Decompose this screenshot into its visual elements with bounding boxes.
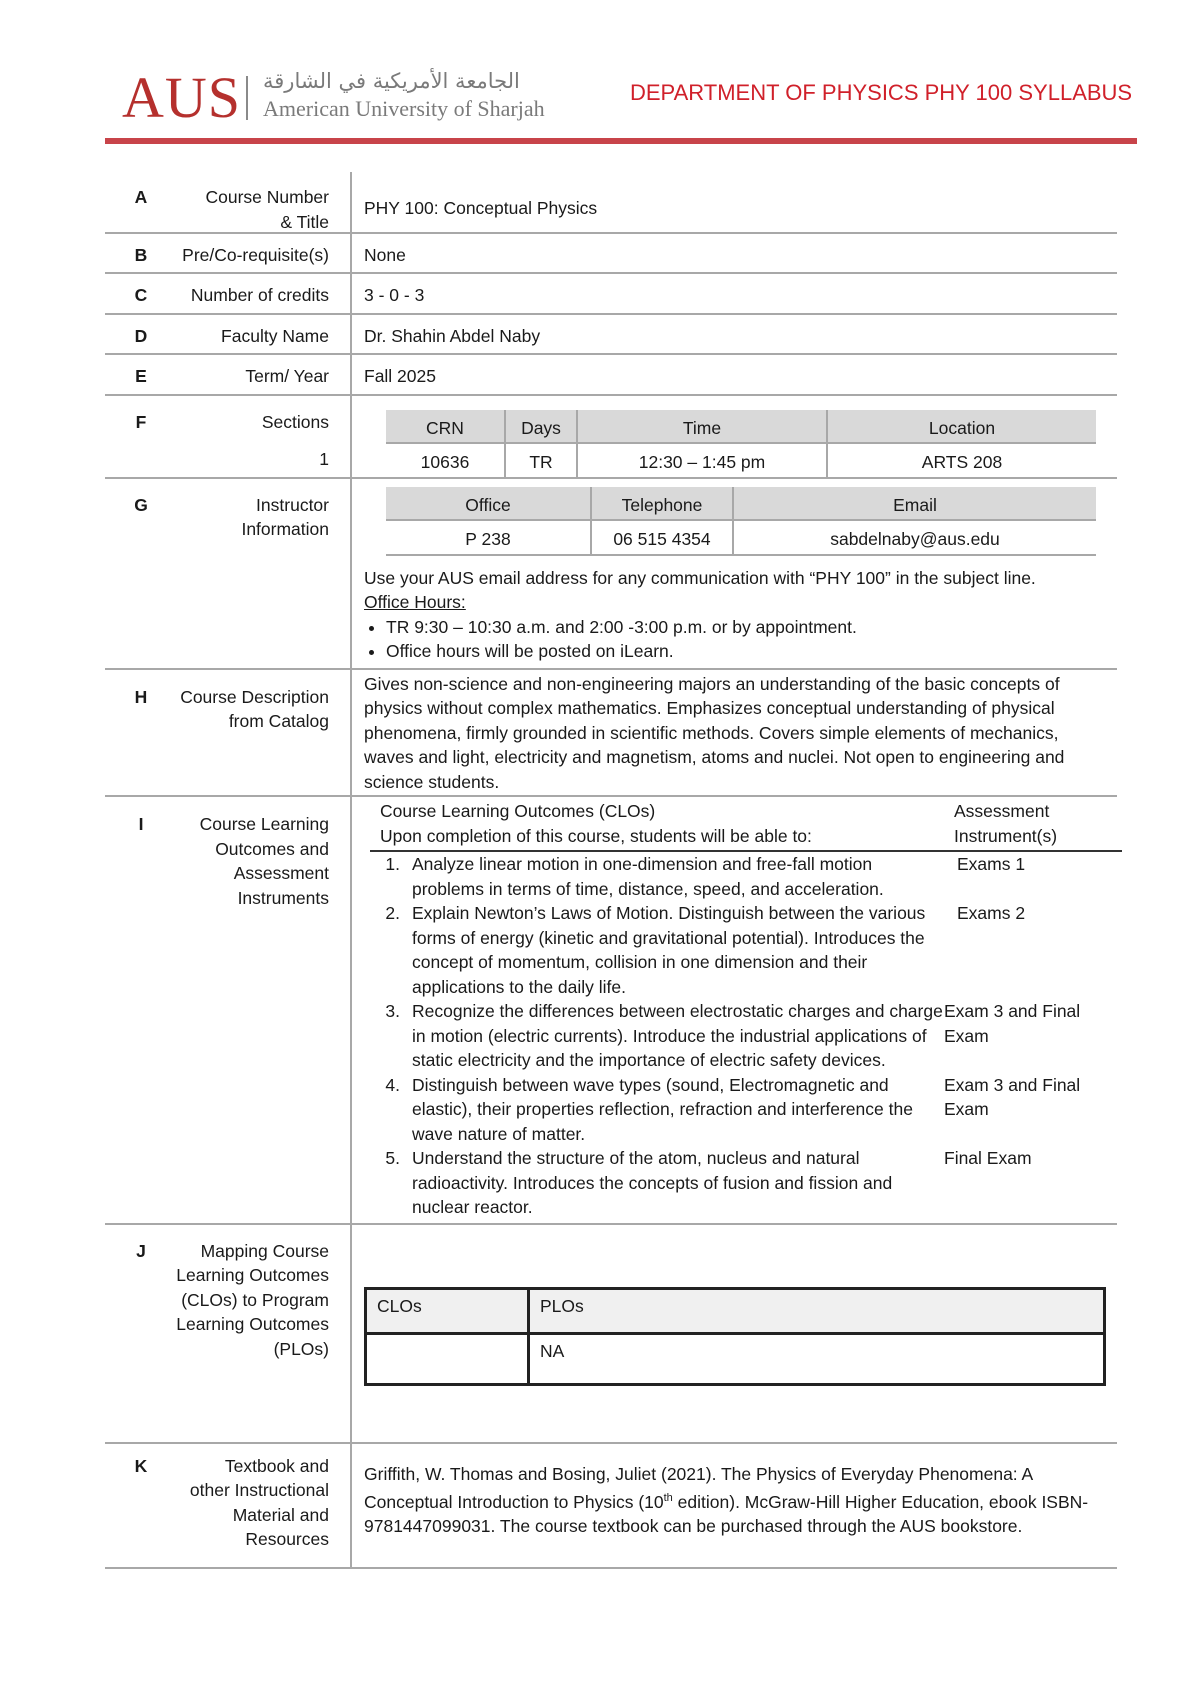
clo-instrument: Exam 3 and Final Exam <box>944 1001 1081 1046</box>
clo-item <box>370 852 1122 901</box>
prerequisites: None <box>364 244 406 265</box>
document-title: DEPARTMENT OF PHYSICS PHY 100 SYLLABUS <box>630 80 1133 105</box>
plos-value: NA <box>529 1333 1105 1384</box>
textbook-citation <box>364 1462 1106 1539</box>
row-label <box>165 685 329 734</box>
row-letter: H <box>134 686 148 707</box>
row-label <box>165 410 329 472</box>
label-line: Learning Outcomes <box>176 1265 329 1285</box>
edition-superscript: th <box>663 1492 673 1504</box>
clo-number: 3. <box>385 1001 400 1021</box>
term-value <box>350 355 1117 394</box>
clo-plo-table <box>364 1287 1106 1386</box>
clo-number: 4. <box>385 1074 400 1095</box>
row-letter: A <box>134 187 148 207</box>
label-line: Assessment <box>233 863 329 883</box>
sections-table <box>386 410 1096 477</box>
telephone-value: 06 515 4354 <box>591 520 733 555</box>
clos-value <box>366 1333 529 1384</box>
credits: 3 - 0 - 3 <box>364 285 425 305</box>
clo-text: Understand the structure of the atom, nucleus and natural radioactivity. Introduces the concepts of fusion and fission and nuclear reactor. <box>412 1148 893 1217</box>
row-letter: E <box>135 366 147 386</box>
row-label: Pre/Co-requisite(s) <box>182 244 329 265</box>
clo-number: 2. <box>385 903 400 923</box>
row-letter: C <box>134 285 148 305</box>
faculty-name: Dr. Shahin Abdel Naby <box>364 325 541 346</box>
clo-header-line: Course Learning Outcomes (CLOs) <box>380 801 656 821</box>
office-hours-item: • TR 9:30 – 10:30 a.m. and 2:00 -3:00 p.m. or by appointment. <box>386 615 1105 640</box>
col-days: Days <box>505 410 577 444</box>
col-clos: CLOs <box>366 1288 529 1333</box>
clo-header <box>370 799 1122 852</box>
label-line: Course Learning <box>199 814 329 834</box>
row-letter: G <box>134 494 148 515</box>
description-value <box>350 670 1117 796</box>
row-label <box>165 493 329 542</box>
col-location: Location <box>827 410 1096 444</box>
label-line: & Title <box>280 211 329 232</box>
label-line: Instructor <box>256 494 329 515</box>
clo-text: Analyze linear motion in one-dimension and free-fall motion problems in terms of time, distance, speed, and acceleration. <box>412 854 884 899</box>
col-crn: CRN <box>386 410 505 444</box>
label-line: (PLOs) <box>273 1338 329 1359</box>
course-description: Gives non-science and non-engineering majors an understanding of the basic concepts of physics without complex mathematics. Emphasizes conceptual understanding of physical phenomena, firmly grounded in scientific methods. Covers simple elements of mechanics, waves and light, electricity and magnetism, atoms and nuclei. Not open to engineering and science students. <box>364 673 1065 792</box>
col-office: Office <box>386 487 591 521</box>
label-line: from Catalog <box>228 711 329 731</box>
citation-text: Griffith, W. Thomas and Bosing, Juliet (2021). The Physics of Everyday Phenomena: A Conceptual Introduction to Physics (10 <box>364 1463 1033 1512</box>
clo-instrument: Exams 2 <box>957 903 1026 923</box>
clo-number: 1. <box>385 854 400 874</box>
row-letter: D <box>134 325 148 346</box>
syllabus-table <box>105 172 1117 1569</box>
label-line: Outcomes and <box>215 838 329 859</box>
clo-number: 5. <box>385 1148 400 1168</box>
label-line: Course Number <box>205 187 329 207</box>
row-instructor <box>105 479 1117 670</box>
course-title: PHY 100: Conceptual Physics <box>364 198 598 218</box>
prerequisites-value <box>350 234 1117 273</box>
label-line: Textbook and <box>224 1455 329 1476</box>
row-label: Faculty Name <box>221 325 329 346</box>
clo-text: Distinguish between wave types (sound, Electromagnetic and elastic), their properties reflection, refraction and interference the wave nature of matter. <box>412 1074 913 1144</box>
label-line: Resources <box>245 1529 329 1549</box>
learning-outcomes-value <box>350 797 1117 1223</box>
clo-text: Recognize the differences between electrostatic charges and charge in motion (electric currents). Introduce the industrial applications of static electricity and the importance of electric safety devices. <box>412 1001 943 1070</box>
col-plos: PLOs <box>529 1288 1105 1333</box>
row-letter: I <box>138 814 144 834</box>
label-line: Mapping Course <box>200 1240 329 1261</box>
row-label <box>165 1454 329 1552</box>
row-label <box>165 1239 329 1362</box>
label-line: other Instructional <box>189 1480 329 1500</box>
clo-item <box>370 901 1122 999</box>
clo-item <box>370 1073 1122 1147</box>
time-value: 12:30 – 1:45 pm <box>577 443 827 477</box>
label-line: Information <box>241 519 329 539</box>
faculty-value <box>350 315 1117 354</box>
row-clo-plo-mapping <box>105 1225 1117 1444</box>
row-label: Number of credits <box>190 285 329 305</box>
col-telephone: Telephone <box>591 487 733 521</box>
label-line: Sections <box>261 411 329 432</box>
clo-header-line: Upon completion of this course, students will be able to: <box>380 825 812 846</box>
clo-text: Explain Newton’s Laws of Motion. Distinguish between the various forms of energy (kinetic and gravitational potential). Introduces the concept of momentum, collision in one dimension and their applications to the daily life. <box>412 903 926 997</box>
page-header <box>118 66 1138 136</box>
row-letter: J <box>136 1240 146 1261</box>
course-title-value <box>350 172 1117 232</box>
clo-header-instruments <box>954 799 1122 848</box>
instructor-table <box>386 487 1096 556</box>
row-learning-outcomes <box>105 797 1117 1225</box>
clo-instrument: Exam 3 and Final Exam <box>944 1074 1081 1119</box>
aus-logo: AUS <box>122 65 242 130</box>
row-label: Term/ Year <box>245 366 329 386</box>
row-letter: F <box>135 411 147 432</box>
crn-value: 10636 <box>386 443 505 477</box>
row-credits <box>105 274 1117 315</box>
label-line: Material and <box>232 1504 329 1525</box>
location-value: ARTS 208 <box>921 452 1003 472</box>
email-note: Use your AUS email address for any communication with “PHY 100” in the subject line. <box>364 567 1036 588</box>
label-line: Instruments <box>237 887 329 908</box>
instructor-value <box>350 479 1117 668</box>
textbook-value <box>350 1444 1117 1567</box>
row-sections <box>105 396 1117 479</box>
logo-divider <box>246 76 248 120</box>
office-hours-title: Office Hours: <box>364 592 466 612</box>
row-label <box>165 185 329 234</box>
row-prerequisites <box>105 234 1117 275</box>
row-textbook <box>105 1444 1117 1569</box>
label-line: (CLOs) to Program <box>181 1289 329 1310</box>
clo-header-line: Instrument(s) <box>954 825 1058 846</box>
citation-text: edition). McGraw-Hill Higher Education, ebook ISBN-9781447099031. The course textbook can be purchased through the AUS bookstore. <box>364 1491 1089 1537</box>
clo-header-line: Assessment <box>954 801 1050 821</box>
mapping-value <box>350 1225 1117 1442</box>
header-rule <box>105 138 1137 144</box>
section-count: 1 <box>319 449 329 469</box>
row-letter: K <box>134 1455 148 1476</box>
sections-value <box>350 396 1117 477</box>
col-email: Email <box>733 487 1096 521</box>
office-value: P 238 <box>386 520 591 555</box>
col-time: Time <box>577 410 827 444</box>
label-line: Course Description <box>180 686 329 707</box>
logo-english-name: American University of Sharjah <box>263 96 545 121</box>
logo-arabic-name: الجامعة الأمريكية في الشارقة <box>263 69 520 93</box>
clo-header-outcomes <box>370 799 954 848</box>
term: Fall 2025 <box>364 366 436 386</box>
row-course-number <box>105 172 1117 234</box>
clo-item <box>370 999 1122 1073</box>
row-label <box>165 812 329 910</box>
row-letter: B <box>134 244 148 265</box>
clo-instrument: Exams 1 <box>957 854 1026 874</box>
days-value: TR <box>505 443 577 477</box>
row-term <box>105 355 1117 396</box>
clo-item <box>370 1146 1122 1220</box>
clo-instrument: Final Exam <box>944 1148 1032 1168</box>
row-faculty <box>105 315 1117 356</box>
email-link[interactable]: sabdelnaby@aus.edu <box>733 520 1096 555</box>
office-hours-item: • Office hours will be posted on iLearn. <box>386 639 1105 664</box>
row-description <box>105 670 1117 798</box>
label-line: Learning Outcomes <box>176 1314 329 1334</box>
office-hours-list <box>364 615 1105 664</box>
credits-value <box>350 274 1117 313</box>
